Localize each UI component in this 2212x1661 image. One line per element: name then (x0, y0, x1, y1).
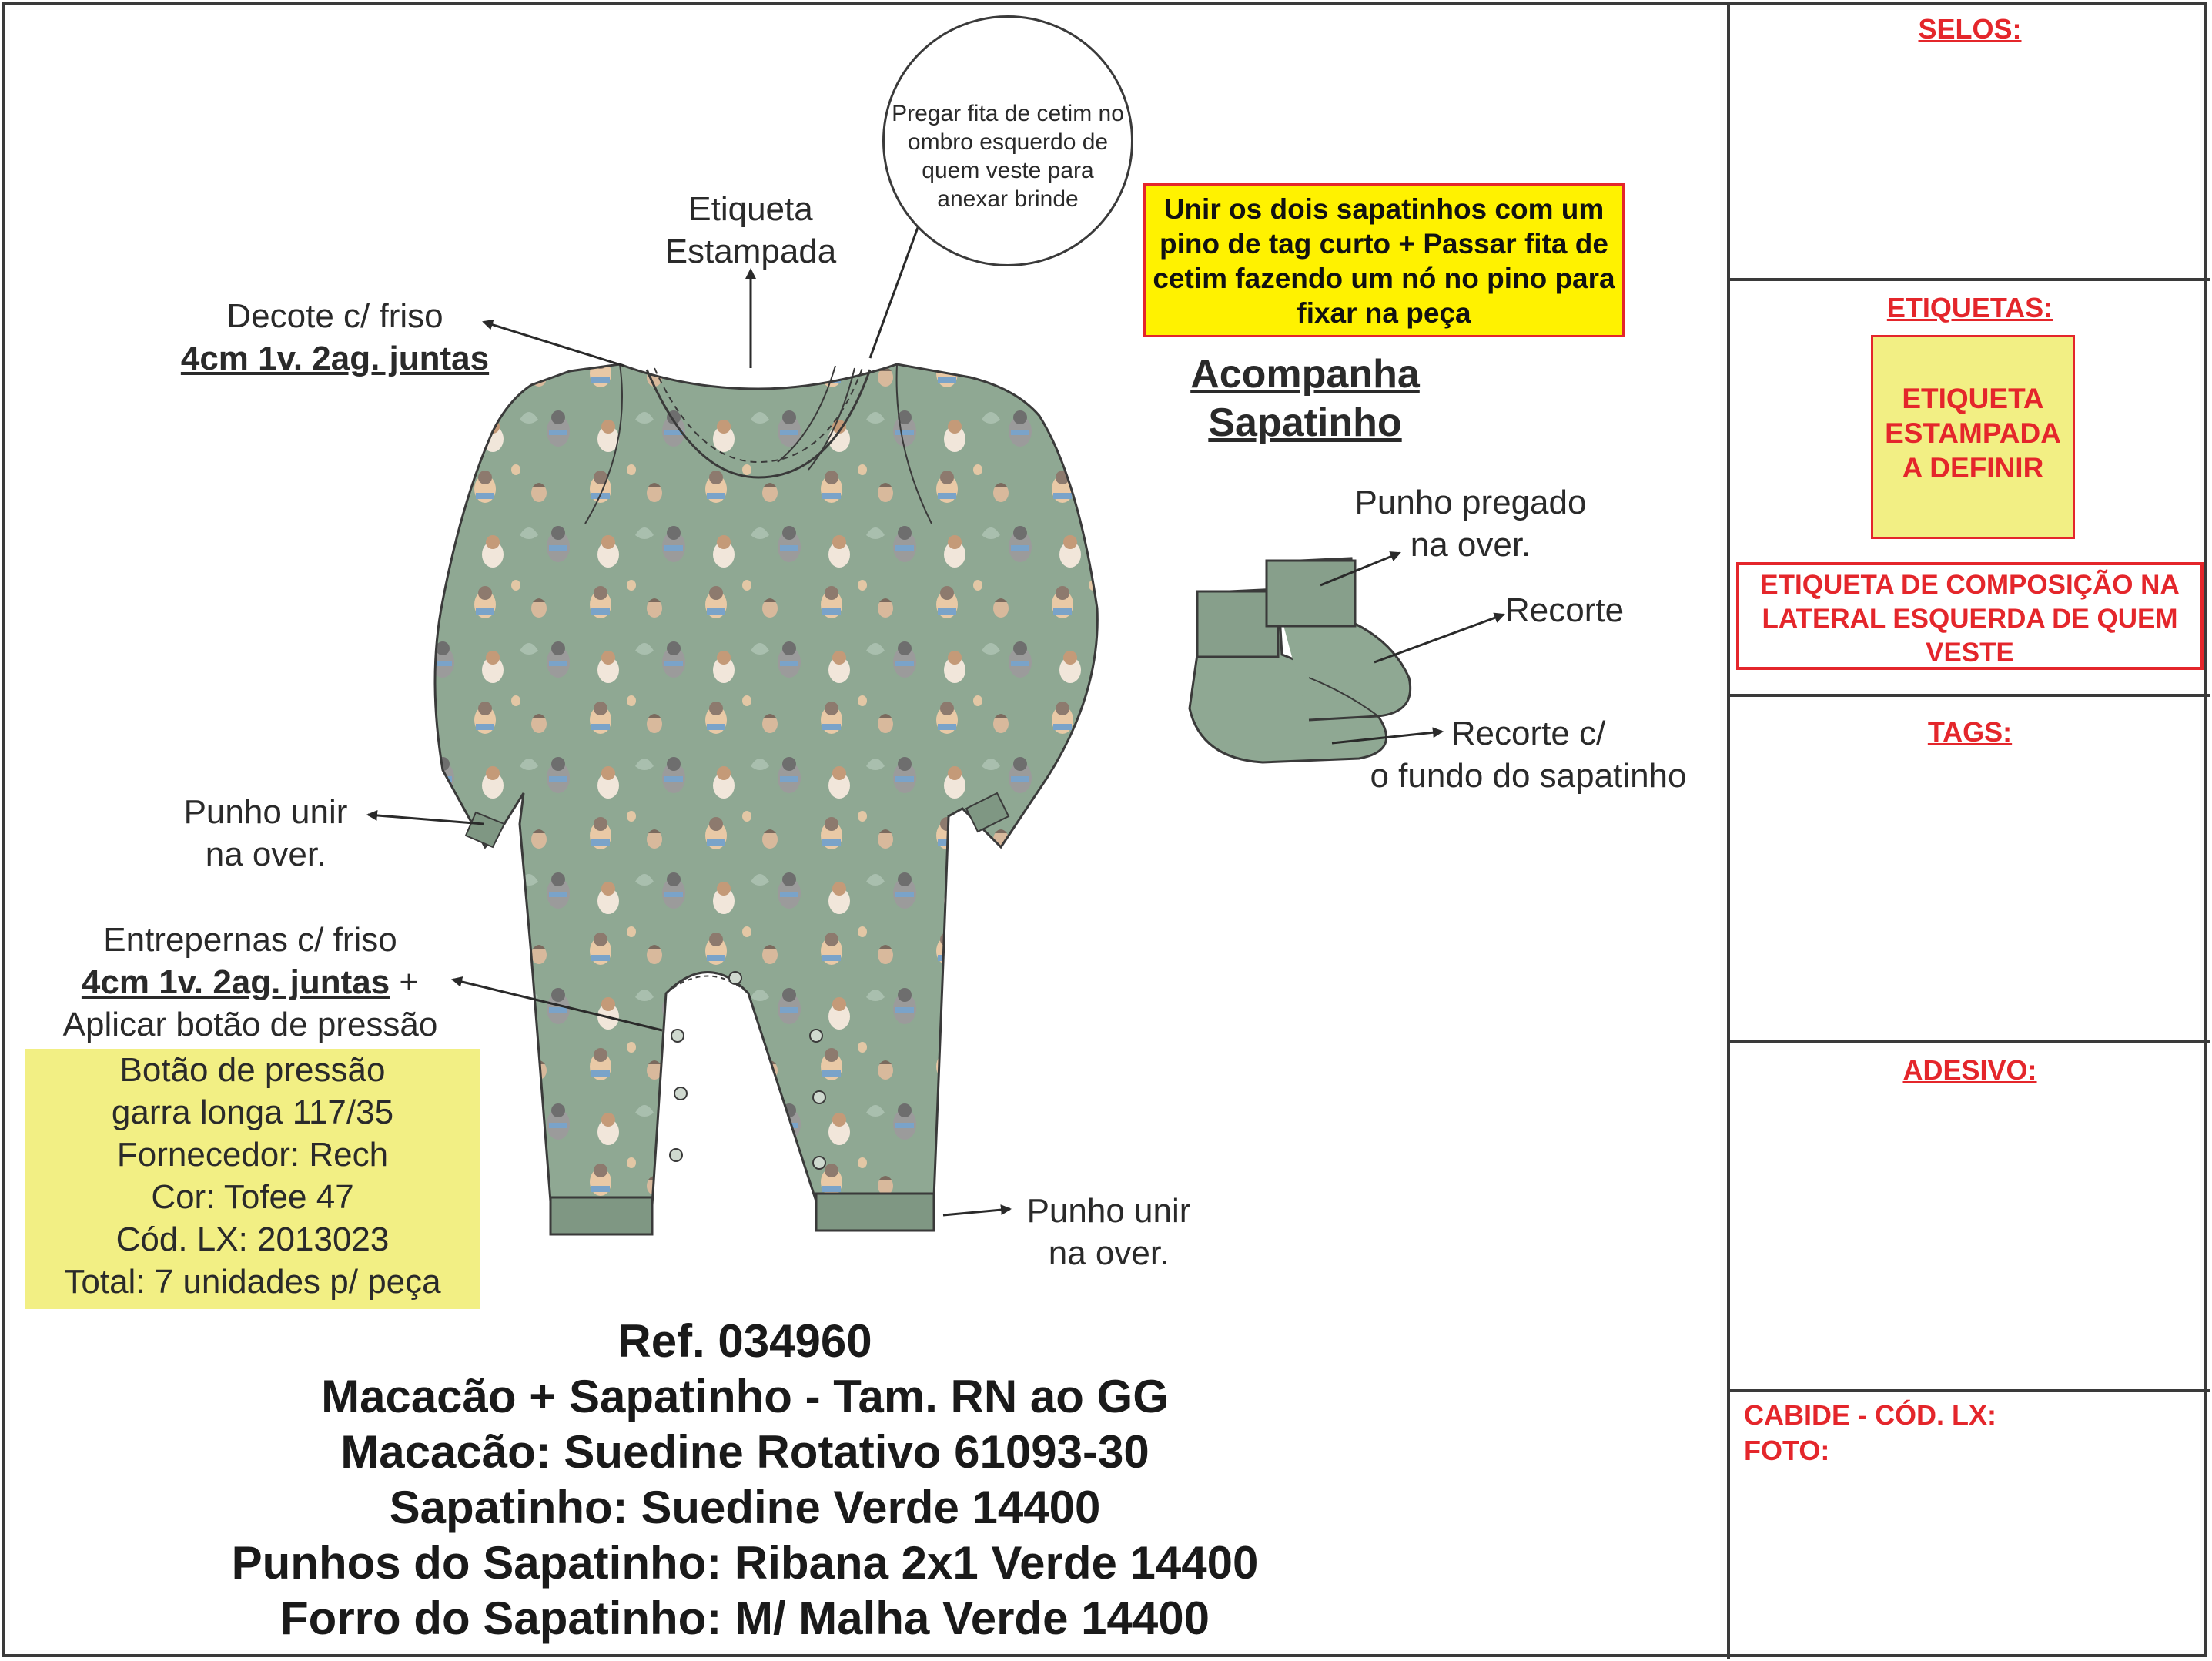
spec-product: Macacão + Sapatinho - Tam. RN ao GG (321, 1371, 1169, 1422)
cabide-title: CABIDE - CÓD. LX: (1744, 1399, 1996, 1431)
product-spec (0, 1314, 1490, 1646)
spec-macacao: Macacão: Suedine Rotativo 61093-30 (340, 1426, 1150, 1478)
sidebar (1727, 2, 2210, 1659)
label-entrepernas: Entrepernas c/ friso 4cm 1v. 2ag. juntas + Aplicar botão de pressão (62, 921, 438, 1043)
printed-label-box: ETIQUETA ESTAMPADA A DEFINIR (1871, 335, 2075, 539)
label-recorte: Recorte (1505, 591, 1625, 629)
selos-title: SELOS: (1918, 13, 2022, 45)
label-punho-left: Punho unir na over. (183, 793, 348, 873)
section-etiquetas (1730, 281, 2210, 697)
spec-sapatinho: Sapatinho: Suedine Verde 14400 (389, 1482, 1101, 1533)
label-etiqueta: Etiqueta Estampada (664, 190, 837, 270)
label-recorte-fundo: Recorte c/ o fundo do sapatinho (1370, 715, 1687, 795)
spec-forro: Forro do Sapatinho: M/ Malha Verde 14400 (280, 1592, 1210, 1644)
composition-label-box: ETIQUETA DE COMPOSIÇÃO NA LATERAL ESQUERDA DE QUEM VESTE (1736, 562, 2204, 670)
spec-punhos: Punhos do Sapatinho: Ribana 2x1 Verde 14400 (231, 1537, 1259, 1589)
etiquetas-title: ETIQUETAS: (1886, 292, 2053, 323)
tags-title: TAGS: (1927, 716, 2013, 748)
section-adesivo (1730, 1043, 2210, 1392)
label-decote: Decote c/ friso 4cm 1v. 2ag. juntas (180, 297, 490, 377)
accompanies-booties-title: Acompanha Sapatinho (1190, 352, 1420, 445)
section-cabide (1730, 1392, 2210, 1656)
snap-button-spec: Botão de pressão garra longa 117/35 Fornecedor: Rech Cor: Tofee 47 Cód. LX: 2013023 Total: 7 unidades p/ peça (25, 1049, 480, 1309)
ribbon-note-bubble (882, 15, 1133, 266)
section-tags (1730, 697, 2210, 1043)
label-punho-pregado: Punho pregado na over. (1354, 484, 1587, 564)
booties-attach-note: Unir os dois sapatinhos com um pino de tag curto + Passar fita de cetim fazendo um nó no pino para fixar na peça (1143, 183, 1625, 337)
section-selos (1730, 2, 2210, 281)
spec-ref: Ref. 034960 (617, 1315, 872, 1367)
ribbon-note-text: Pregar fita de cetim no ombro esquerdo de quem veste para anexar brinde (892, 101, 1124, 212)
foto-title: FOTO: (1744, 1435, 1830, 1466)
adesivo-title: ADESIVO: (1902, 1054, 2037, 1086)
label-punho-right: Punho unir na over. (1026, 1192, 1191, 1272)
